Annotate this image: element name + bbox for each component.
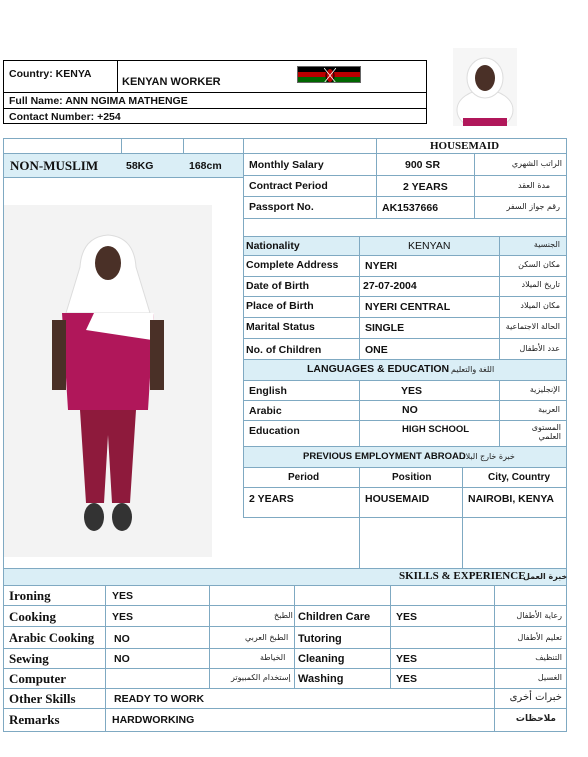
- period-header: Period: [288, 472, 320, 483]
- position-title: HOUSEMAID: [430, 140, 500, 152]
- skill-arabic-cooking-ar: الطبخ العربي: [245, 633, 289, 642]
- arabic-value: NO: [402, 404, 418, 416]
- english-ar: الإنجليزية: [529, 385, 560, 394]
- skill-tutoring-label: Tutoring: [298, 633, 342, 645]
- skill-sewing-label: Sewing: [9, 651, 49, 666]
- prev-position-value: HOUSEMAID: [365, 493, 430, 505]
- nationality-label: Nationality: [246, 240, 300, 252]
- full-name: Full Name: ANN NGIMA MATHENGE: [9, 95, 188, 107]
- salary-value: 900 SR: [405, 159, 441, 171]
- skill-washing-ar: الغسيل: [537, 673, 562, 682]
- languages-title-ar: اللغة والتعليم: [451, 365, 495, 374]
- skill-ironing-value: YES: [112, 590, 134, 602]
- other-skills-label: Other Skills: [9, 691, 76, 706]
- address-value: NYERI: [365, 260, 398, 272]
- skill-computer-ar: إستخدام الكمبيوتر: [231, 673, 291, 682]
- education-value: HIGH SCHOOL: [402, 424, 470, 435]
- skill-sewing-value: NO: [114, 653, 130, 665]
- passport-value: AK1537666: [382, 202, 439, 214]
- skill-childcare-label: Children Care: [298, 611, 371, 623]
- skill-cooking-ar: الطبخ: [274, 611, 293, 620]
- prev-period-value: 2 YEARS: [249, 493, 294, 505]
- passport-ar: رقم جواز السفر: [506, 202, 560, 211]
- nationality-value: KENYAN: [408, 240, 451, 252]
- nationality-ar: الجنسية: [533, 240, 560, 249]
- skill-washing-label: Washing: [298, 673, 344, 685]
- children-value: ONE: [365, 344, 388, 356]
- marital-label: Marital Status: [246, 321, 315, 333]
- dob-label: Date of Birth: [246, 280, 309, 292]
- passport-label: Passport No.: [249, 201, 314, 213]
- english-value: YES: [401, 385, 423, 397]
- education-ar: المستوى العلمي: [531, 423, 561, 441]
- full-body-photo: [4, 205, 212, 557]
- salary-ar: الراتب الشهري: [511, 159, 562, 168]
- arabic-label: Arabic: [249, 405, 282, 417]
- religion: NON-MUSLIM: [10, 158, 99, 173]
- country-label: Country: KENYA: [9, 68, 92, 80]
- skill-sewing-ar: الخياطة: [260, 653, 286, 662]
- skills-title-ar: خبرة العمل: [523, 572, 568, 581]
- other-skills-ar: خبرات أخرى: [509, 692, 562, 703]
- skill-washing-value: YES: [396, 673, 418, 685]
- remarks-label: Remarks: [9, 712, 60, 727]
- remarks-value: HARDWORKING: [112, 714, 195, 726]
- remarks-ar: ملاحظات: [515, 714, 556, 724]
- skill-arabic-cooking-label: Arabic Cooking: [9, 631, 95, 645]
- skill-cooking-label: Cooking: [9, 609, 56, 624]
- header-box: [3, 60, 427, 124]
- skill-childcare-ar: رعاية الأطفال: [516, 611, 562, 620]
- marital-value: SINGLE: [365, 322, 405, 334]
- education-label: Education: [249, 425, 300, 437]
- skill-ironing-label: Ironing: [9, 588, 51, 603]
- address-label: Complete Address: [246, 259, 339, 271]
- marital-ar: الحالة الاجتماعية: [505, 322, 560, 331]
- skill-tutoring-ar: تعليم الأطفال: [517, 633, 562, 642]
- address-ar: مكان السكن: [518, 260, 560, 269]
- skill-cooking-value: YES: [112, 611, 134, 623]
- dob-value: 27-07-2004: [363, 280, 417, 292]
- skill-childcare-value: YES: [396, 611, 418, 623]
- city-country-header: City, Country: [488, 472, 551, 483]
- weight: 58KG: [126, 160, 154, 172]
- contract-label: Contract Period: [249, 180, 328, 192]
- skill-arabic-cooking-value: NO: [114, 633, 130, 645]
- children-label: No. of Children: [246, 344, 322, 356]
- job-title: KENYAN WORKER: [122, 76, 221, 88]
- portrait-photo: [453, 48, 517, 126]
- languages-title: LANGUAGES & EDUCATION: [307, 363, 450, 375]
- contract-ar: مدة العقد: [518, 181, 550, 190]
- height: 168cm: [189, 160, 222, 172]
- kenya-flag-icon: [297, 66, 361, 83]
- skill-computer-label: Computer: [9, 671, 67, 686]
- contract-value: 2 YEARS: [403, 181, 448, 193]
- pob-label: Place of Birth: [246, 300, 314, 312]
- previous-employment-title-ar: خبرة خارج البلاد: [462, 452, 515, 461]
- skills-title: SKILLS & EXPERIENCE: [399, 570, 526, 582]
- skill-cleaning-value: YES: [396, 653, 418, 665]
- prev-city-value: NAIROBI, KENYA: [468, 493, 554, 505]
- position-header: Position: [392, 472, 432, 483]
- previous-employment-title: PREVIOUS EMPLOYMENT ABROAD: [303, 451, 466, 462]
- other-skills-value: READY TO WORK: [114, 693, 205, 705]
- pob-ar: مكان الميلاد: [520, 301, 560, 310]
- skill-cleaning-ar: التنظيف: [535, 653, 562, 662]
- contact-number: Contact Number: +254: [9, 111, 121, 123]
- skill-cleaning-label: Cleaning: [298, 653, 345, 665]
- pob-value: NYERI CENTRAL: [365, 301, 451, 313]
- salary-label: Monthly Salary: [249, 159, 324, 171]
- dob-ar: تاريخ الميلاد: [521, 280, 560, 289]
- children-ar: عدد الأطفال: [519, 344, 560, 353]
- arabic-ar: العربية: [538, 405, 560, 414]
- english-label: English: [249, 385, 287, 397]
